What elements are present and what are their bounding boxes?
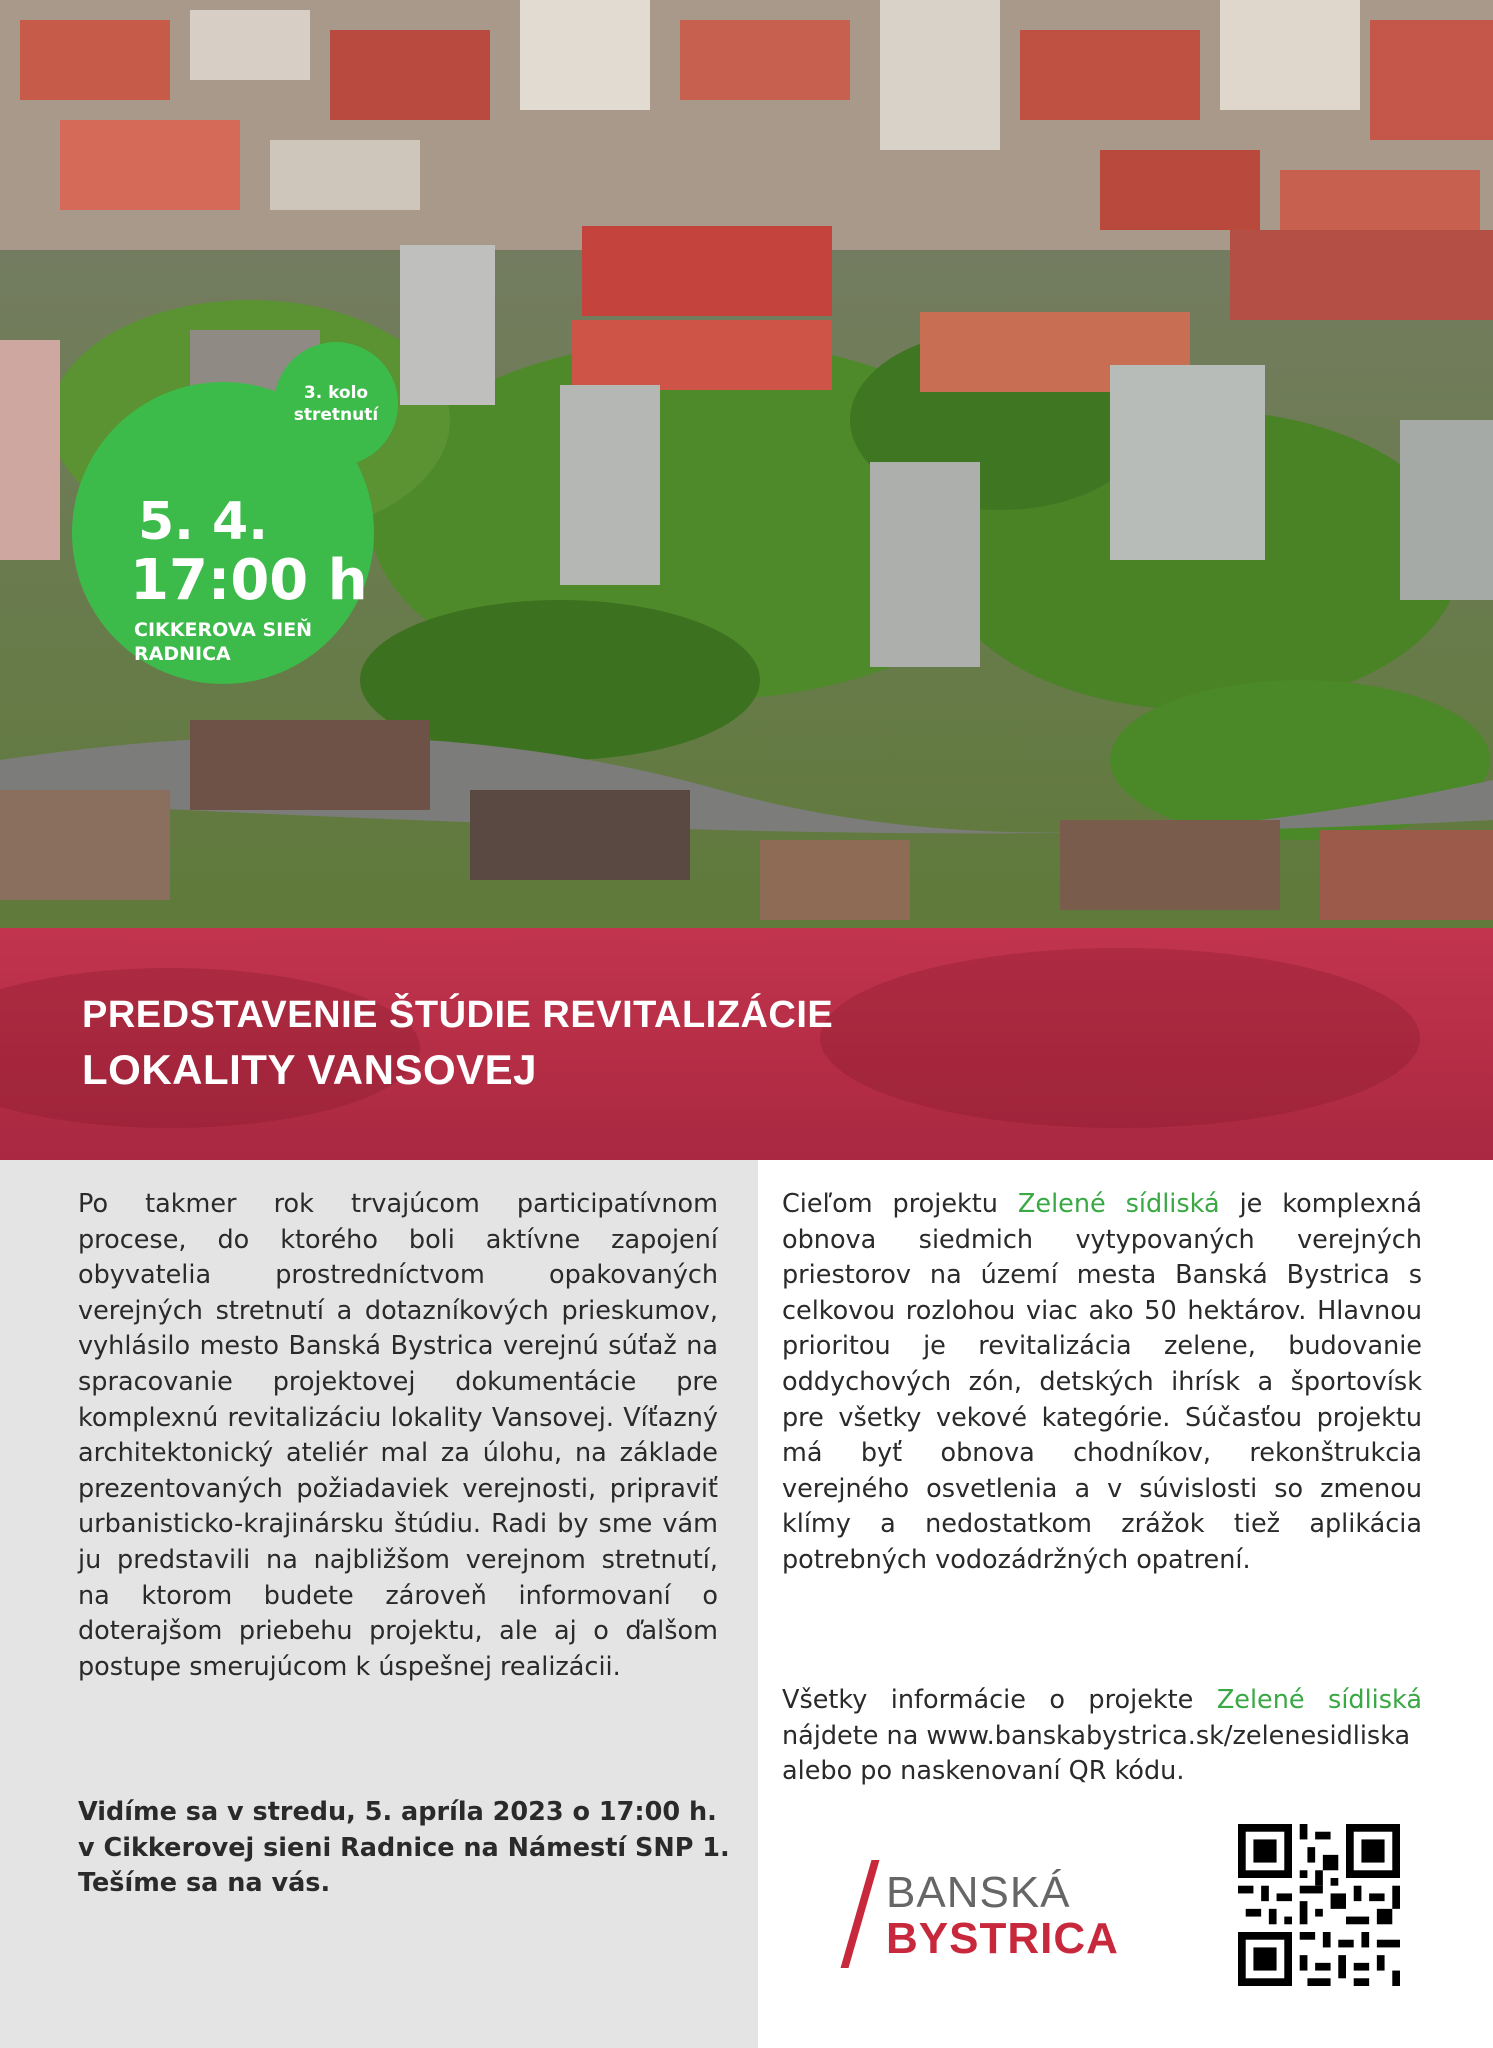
project-name: Zelené sídliská xyxy=(1017,1189,1220,1219)
event-date: 5. 4. xyxy=(138,492,268,552)
intro-paragraph: Po takmer rok trvajúcom participatívnom procese, do ktorého boli aktívne zapojení obyvatelia prostredníctvom opakovaných verejných stretnutí a dotazníkových prieskumov, vyhlásilo mesto Banská Bystrica verejnú súťaž na spracovanie projektovej dokumentácie pre komplexnú revitalizáciu lokality Vansovej. Víťazný architektonický ateliér mal za úlohu, na základe prezentovaných požiadaviek verejnosti, pripraviť urbanisticko-krajinársku štúdiu. Radi by sme vám ju predstavili na najbližšom verejnom stretnutí, na ktorom budete zároveň informovaní o doterajšom priebehu projektu, ale aj o ďalšom postupe smerujúcom k úspešnej realizácii. xyxy=(78,1189,718,1682)
info-paragraph xyxy=(782,1683,1422,1790)
invitation-text xyxy=(78,1795,738,1902)
info-line-1 xyxy=(782,1683,1422,1719)
qr-code-icon[interactable] xyxy=(1238,1824,1400,1986)
logo-line-2: BYSTRICA xyxy=(886,1914,1119,1963)
invitation-line-1: Vidíme sa v stredu, 5. apríla 2023 o 17:00 h. xyxy=(78,1797,717,1827)
event-venue xyxy=(134,618,354,666)
meeting-round-badge: 3. kolo stretnutí xyxy=(274,342,398,466)
project-text-start: Cieľom projektu xyxy=(782,1189,1018,1219)
project-paragraph xyxy=(782,1187,1422,1579)
venue-line-1: CIKKEROVA SIEŇ xyxy=(134,619,313,641)
event-time: 17:00 h xyxy=(130,548,368,613)
project-text-rest: je komplexná obnova siedmich vytypovaných verejných priestorov na území mesta Banská Bystrica s celkovou rozlohou viac ako 50 hektárov. Hlavnou prioritou je revitalizácia zelene, budovanie oddychových zón, detských ihrísk a športovísk pre všetky vekové kategórie. Súčasťou projektu má byť obnova chodníkov, rekonštrukcia verejného osvetlenia a v súvislosti so zmenou klímy a nedostatkom zrážok tiež aplikácia potrebných vodozádržných opatrení. xyxy=(782,1189,1422,1575)
info-line-2[interactable]: nájdete na www.banskabystrica.sk/zelenesidliska xyxy=(782,1720,1411,1751)
left-column xyxy=(0,1160,758,2048)
band-shade xyxy=(820,948,1420,1128)
logo-slash-icon xyxy=(841,1860,880,1968)
page-title-line-2: LOKALITY VANSOVEJ xyxy=(82,1046,538,1093)
invitation-line-3: Tešíme sa na vás. xyxy=(78,1868,331,1899)
venue-line-2: RADNICA xyxy=(134,643,231,665)
info-line-3: alebo po naskenovaní QR kódu. xyxy=(782,1756,1185,1787)
aerial-photo xyxy=(0,0,1493,928)
banska-bystrica-logo xyxy=(848,1860,1148,1970)
logo-line-1: BANSKÁ xyxy=(886,1868,1071,1917)
right-column xyxy=(758,1160,1493,2048)
roofs-top xyxy=(0,0,1493,250)
page-title-line-1: PREDSTAVENIE ŠTÚDIE REVITALIZÁCIE xyxy=(82,994,834,1036)
info-text-start: Všetky informácie o projekte xyxy=(782,1685,1217,1715)
invitation-line-2: v Cikkerovej sieni Radnice na Námestí SNP 1. xyxy=(78,1832,730,1863)
project-name-link: Zelené sídliská xyxy=(1216,1685,1422,1715)
event-badge xyxy=(72,382,379,684)
title-band xyxy=(0,928,1493,1160)
